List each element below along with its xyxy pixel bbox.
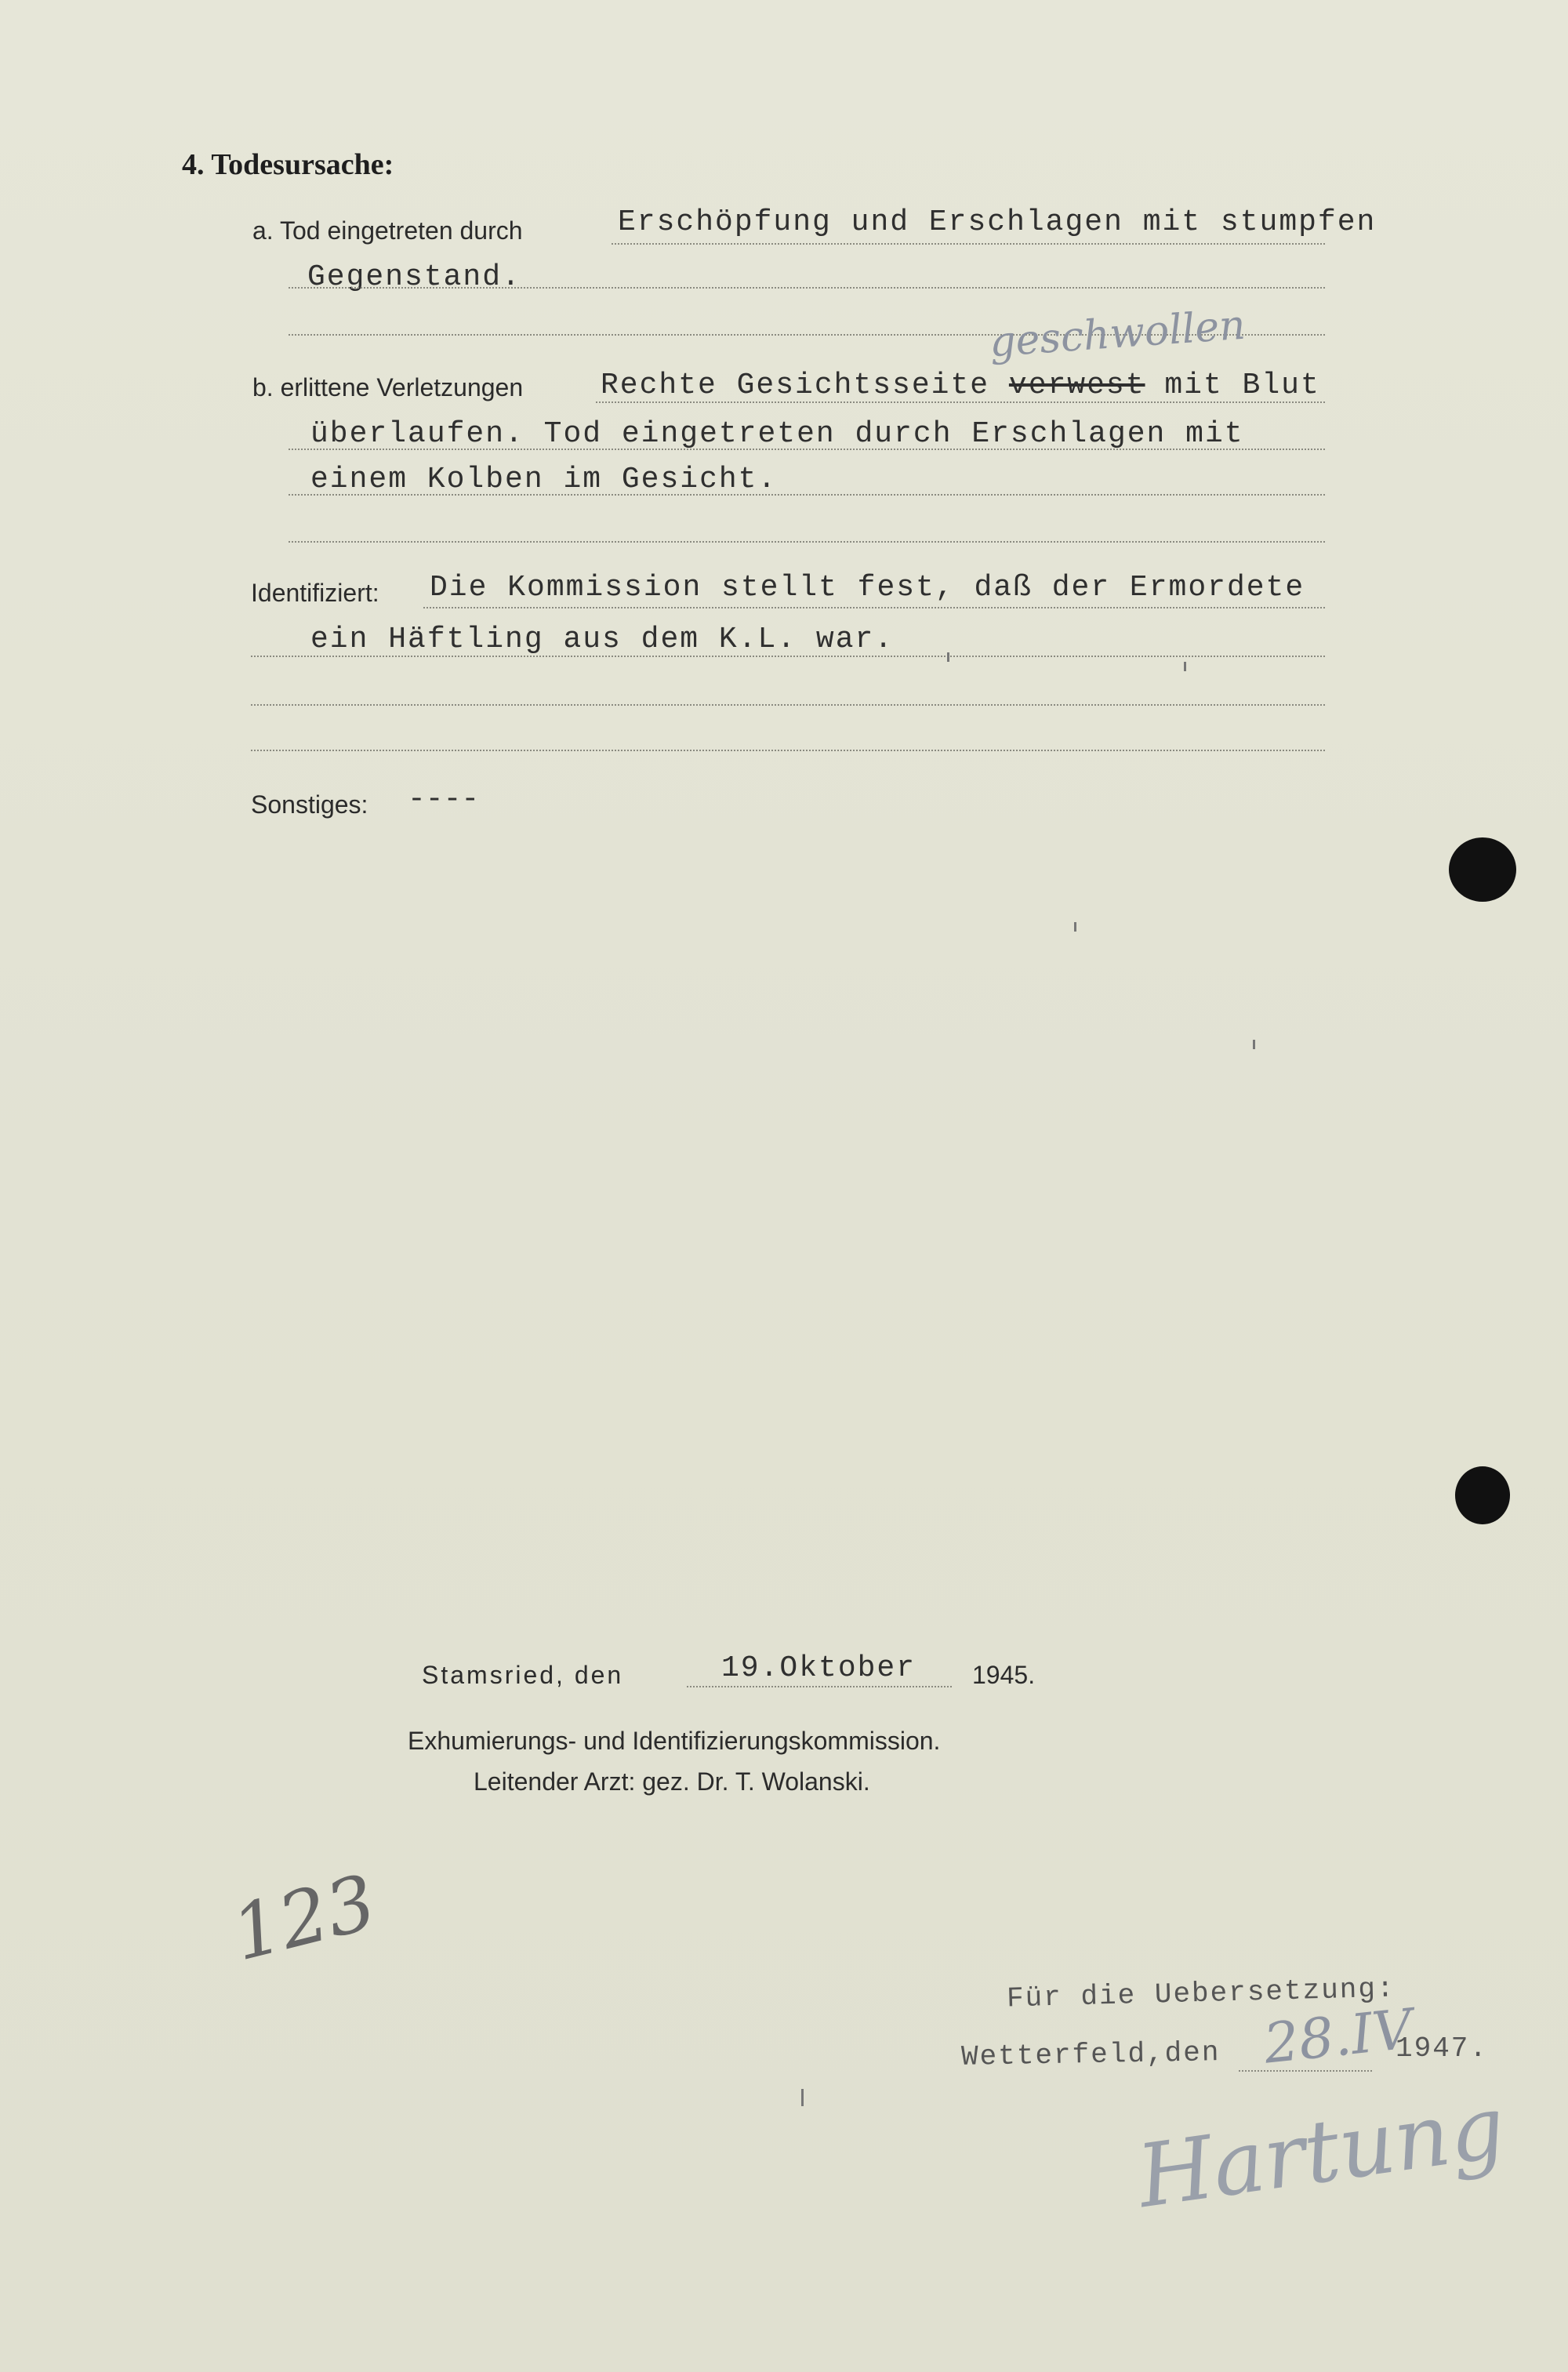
speck xyxy=(1253,1040,1255,1049)
punch-hole xyxy=(1449,837,1516,902)
struck-word: verwest xyxy=(1008,369,1145,402)
dotted-line xyxy=(423,607,1325,608)
doctor: Leitender Arzt: gez. Dr. T. Wolanski. xyxy=(474,1767,870,1796)
cause-line-2: Gegenstand. xyxy=(307,260,521,294)
handwritten-page-number: 123 xyxy=(223,1858,385,1978)
commission: Exhumierungs- und Identifizierungskommission. xyxy=(408,1727,941,1755)
speck xyxy=(1074,922,1076,932)
date-typed: 19.Oktober xyxy=(721,1651,916,1685)
injuries-line-1-pre: Rechte Gesichtsseite xyxy=(601,369,1009,402)
translator-signature: Hartung xyxy=(1131,2076,1512,2228)
injuries-line-1-post: mit Blut xyxy=(1145,369,1320,402)
dotted-line xyxy=(289,494,1325,496)
cause-line-1: Erschöpfung und Erschlagen mit stumpfen xyxy=(618,205,1377,239)
dotted-line xyxy=(687,1686,952,1687)
cause-label: a. Tod eingetreten durch xyxy=(252,216,523,245)
section-heading: 4. Todesursache: xyxy=(182,148,394,181)
translation-date-handwritten: 28.IV xyxy=(1261,1996,1416,2076)
speck xyxy=(801,2089,804,2106)
injuries-label: b. erlittene Verletzungen xyxy=(252,373,524,401)
dotted-line xyxy=(251,704,1325,706)
punch-hole xyxy=(1455,1466,1510,1524)
place-date-prefix: Stamsried, den xyxy=(422,1661,624,1689)
dotted-line xyxy=(251,750,1325,751)
translation-line-1: Für die Uebersetzung: xyxy=(1006,1972,1396,2015)
translation-line-2-prefix: Wetterfeld,den xyxy=(960,2036,1221,2073)
other-label: Sonstiges: xyxy=(251,790,368,819)
injuries-line-2: überlaufen. Tod eingetreten durch Erschlagen mit xyxy=(310,417,1244,451)
other-value: ---- xyxy=(408,783,480,816)
year: 1945. xyxy=(972,1661,1036,1689)
speck xyxy=(1184,662,1186,671)
injuries-line-3: einem Kolben im Gesicht. xyxy=(310,463,778,496)
dotted-line xyxy=(251,656,1325,657)
speck xyxy=(947,652,949,662)
identified-line-2: ein Häftling aus dem K.L. war. xyxy=(310,623,895,656)
dotted-line xyxy=(289,541,1325,543)
identified-label: Identifiziert: xyxy=(251,579,379,607)
dotted-line xyxy=(596,401,1325,403)
injuries-line-1 xyxy=(601,369,1320,402)
identified-line-1: Die Kommission stellt fest, daß der Ermordete xyxy=(430,571,1305,605)
dotted-line xyxy=(289,449,1325,450)
handwritten-correction: geschwollen xyxy=(988,301,1247,367)
dotted-line xyxy=(612,243,1325,245)
dotted-line xyxy=(289,287,1325,289)
translation-year: 1947. xyxy=(1396,2032,1489,2065)
